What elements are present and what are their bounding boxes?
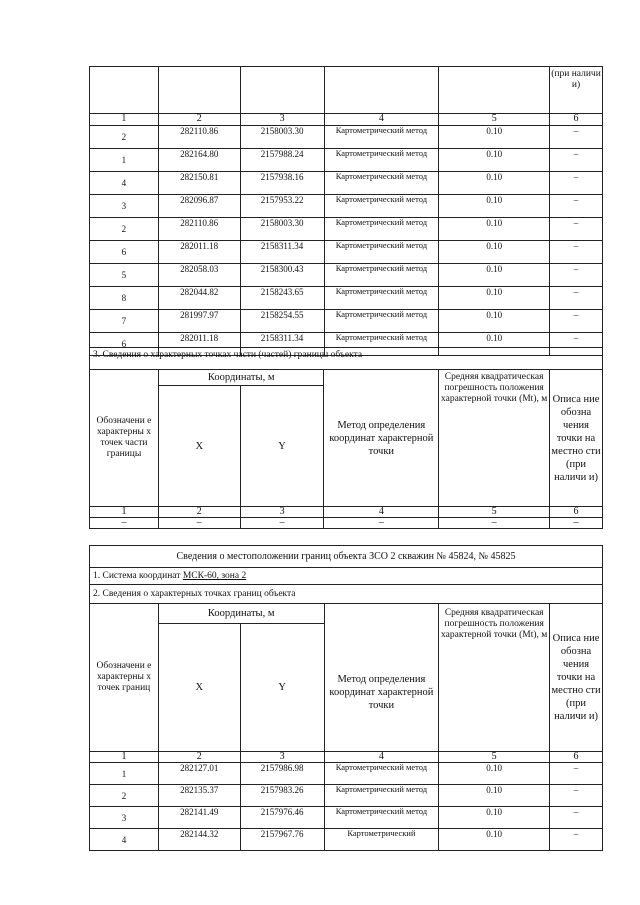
desc-header: Описа ние обозна чения точки на местно сти (при наличи и) (550, 604, 603, 752)
x-header: X (158, 624, 240, 752)
x-coordinate: 282058.03 (158, 264, 240, 287)
y-coordinate: 2158003.30 (240, 126, 324, 149)
description-cell: – (550, 763, 603, 785)
error-cell: 0.10 (439, 310, 550, 333)
error-cell: 0.10 (439, 763, 550, 785)
col-num: 1 (90, 752, 159, 763)
col-num: 5 (439, 507, 550, 518)
zso-block (89, 545, 603, 851)
method-cell: Картометрический (324, 829, 439, 851)
continued-header-row (90, 67, 603, 114)
column-numbers-row (90, 114, 603, 126)
point-number: 1 (90, 763, 159, 785)
y-coordinate: 2157938.16 (240, 172, 324, 195)
method-cell: Картометрический метод (324, 195, 439, 218)
y-coordinate: 2158311.34 (240, 241, 324, 264)
x-coordinate: 282110.86 (158, 218, 240, 241)
col-num: 3 (240, 507, 324, 518)
top-points-table (89, 66, 603, 356)
col-num: 4 (324, 752, 439, 763)
table-row (90, 241, 603, 264)
error-header: Средняя квадратическая погрешность положения характерной точки (Mt), м (439, 370, 550, 507)
description-cell: – (550, 333, 603, 356)
table-row (90, 785, 603, 807)
y-coordinate: 2158003.30 (240, 218, 324, 241)
error-cell: 0.10 (439, 218, 550, 241)
desc-header-continued: (при наличи и) (550, 67, 603, 114)
method-cell: Картометрический метод (324, 241, 439, 264)
x-coordinate: 281997.97 (158, 310, 240, 333)
point-number: 7 (90, 310, 159, 333)
error-cell: 0.10 (439, 172, 550, 195)
section3-title: 3. Сведения о характерных точках части (частей) границы объекта (90, 348, 603, 370)
dash-cell: – (90, 518, 159, 529)
point-number: 2 (90, 218, 159, 241)
table-row (90, 287, 603, 310)
error-cell: 0.10 (439, 333, 550, 356)
description-cell: – (550, 785, 603, 807)
col-num: 6 (550, 507, 603, 518)
method-cell: Картометрический метод (324, 310, 439, 333)
x-coordinate: 282141.49 (158, 807, 240, 829)
col-num: 1 (90, 114, 159, 126)
table-row (90, 807, 603, 829)
designation-header: Обозначени е характерны х точек части границы (90, 370, 159, 507)
point-number: 8 (90, 287, 159, 310)
method-cell: Картометрический метод (324, 172, 439, 195)
table-row (90, 149, 603, 172)
coord-system-value: МСК-60, зона 2 (182, 571, 247, 581)
y-coordinate: 2158254.55 (240, 310, 324, 333)
x-coordinate: 282164.80 (158, 149, 240, 172)
error-cell: 0.10 (439, 785, 550, 807)
empty-row (90, 518, 603, 529)
dash-cell: – (439, 518, 550, 529)
point-number: 3 (90, 807, 159, 829)
y-header: Y (240, 386, 324, 507)
description-cell: – (550, 807, 603, 829)
point-number: 2 (90, 126, 159, 149)
col-num: 5 (439, 752, 550, 763)
coord-system (90, 568, 603, 585)
method-cell: Картометрический метод (324, 807, 439, 829)
col-num: 2 (158, 752, 240, 763)
method-cell: Картометрический метод (324, 333, 439, 356)
dash-cell: – (550, 518, 603, 529)
dash-cell: – (324, 518, 439, 529)
table-row (90, 829, 603, 851)
x-coordinate: 282135.37 (158, 785, 240, 807)
table-row (90, 195, 603, 218)
designation-header: Обозначени е характерны х точек границ (90, 604, 159, 752)
coord-system-label: 1. Система координат (93, 571, 183, 581)
y-coordinate: 2157988.24 (240, 149, 324, 172)
description-cell: – (550, 241, 603, 264)
col-num: 4 (324, 507, 439, 518)
method-header: Метод определения координат характерной точки (324, 370, 439, 507)
description-cell: – (550, 287, 603, 310)
point-number: 4 (90, 172, 159, 195)
error-header: Средняя квадратическая погрешность положения характерной точки (Mt), м (439, 604, 550, 752)
col-num: 6 (550, 114, 603, 126)
x-coordinate: 282011.18 (158, 333, 240, 356)
y-coordinate: 2157976.46 (240, 807, 324, 829)
point-number: 2 (90, 785, 159, 807)
method-cell: Картометрический метод (324, 763, 439, 785)
table-row (90, 126, 603, 149)
x-coordinate: 282127.01 (158, 763, 240, 785)
table-row (90, 763, 603, 785)
desc-header: Описа ние обозна чения точки на местно сти (при наличи и) (550, 370, 603, 507)
y-coordinate: 2157953.22 (240, 195, 324, 218)
y-coordinate: 2158300.43 (240, 264, 324, 287)
y-header: Y (240, 624, 324, 752)
method-cell: Картометрический метод (324, 785, 439, 807)
error-cell: 0.10 (439, 829, 550, 851)
method-cell: Картометрический метод (324, 287, 439, 310)
description-cell: – (550, 172, 603, 195)
y-coordinate: 2157967.76 (240, 829, 324, 851)
point-number: 1 (90, 149, 159, 172)
y-coordinate: 2157986.98 (240, 763, 324, 785)
method-cell: Картометрический метод (324, 126, 439, 149)
x-coordinate: 282150.81 (158, 172, 240, 195)
description-cell: – (550, 829, 603, 851)
col-num: 3 (240, 752, 324, 763)
column-numbers-row (90, 507, 603, 518)
dash-cell: – (240, 518, 324, 529)
table-row (90, 218, 603, 241)
section3-table (89, 347, 603, 529)
point-number: 5 (90, 264, 159, 287)
dash-cell: – (158, 518, 240, 529)
col-num: 1 (90, 507, 159, 518)
col-num: 3 (240, 114, 324, 126)
table-row (90, 310, 603, 333)
error-cell: 0.10 (439, 149, 550, 172)
description-cell: – (550, 126, 603, 149)
description-cell: – (550, 195, 603, 218)
error-cell: 0.10 (439, 126, 550, 149)
table-row (90, 264, 603, 287)
error-cell: 0.10 (439, 264, 550, 287)
x-header: X (158, 386, 240, 507)
zso-title: Сведения о местоположении границ объекта ЗСО 2 скважин № 45824, № 45825 (90, 546, 603, 568)
point-number: 3 (90, 195, 159, 218)
error-cell: 0.10 (439, 195, 550, 218)
section2-title: 2. Сведения о характерных точках границ объекта (90, 585, 603, 604)
y-coordinate: 2157983.26 (240, 785, 324, 807)
x-coordinate: 282044.82 (158, 287, 240, 310)
point-number: 6 (90, 333, 159, 356)
col-num: 6 (550, 752, 603, 763)
method-header: Метод определения координат характерной точки (324, 604, 439, 752)
coords-header: Координаты, м (158, 370, 324, 386)
description-cell: – (550, 264, 603, 287)
col-num: 4 (324, 114, 439, 126)
column-numbers-row (90, 752, 603, 763)
x-coordinate: 282096.87 (158, 195, 240, 218)
method-cell: Картометрический метод (324, 149, 439, 172)
description-cell: – (550, 218, 603, 241)
x-coordinate: 282144.32 (158, 829, 240, 851)
method-cell: Картометрический метод (324, 264, 439, 287)
method-cell: Картометрический метод (324, 218, 439, 241)
col-num: 2 (158, 507, 240, 518)
error-cell: 0.10 (439, 807, 550, 829)
coords-header: Координаты, м (158, 604, 324, 624)
error-cell: 0.10 (439, 287, 550, 310)
table-row (90, 172, 603, 195)
col-num: 5 (439, 114, 550, 126)
error-cell: 0.10 (439, 241, 550, 264)
point-number: 6 (90, 241, 159, 264)
point-number: 4 (90, 829, 159, 851)
y-coordinate: 2158243.65 (240, 287, 324, 310)
description-cell: – (550, 149, 603, 172)
x-coordinate: 282011.18 (158, 241, 240, 264)
y-coordinate: 2158311.34 (240, 333, 324, 356)
x-coordinate: 282110.86 (158, 126, 240, 149)
description-cell: – (550, 310, 603, 333)
col-num: 2 (158, 114, 240, 126)
